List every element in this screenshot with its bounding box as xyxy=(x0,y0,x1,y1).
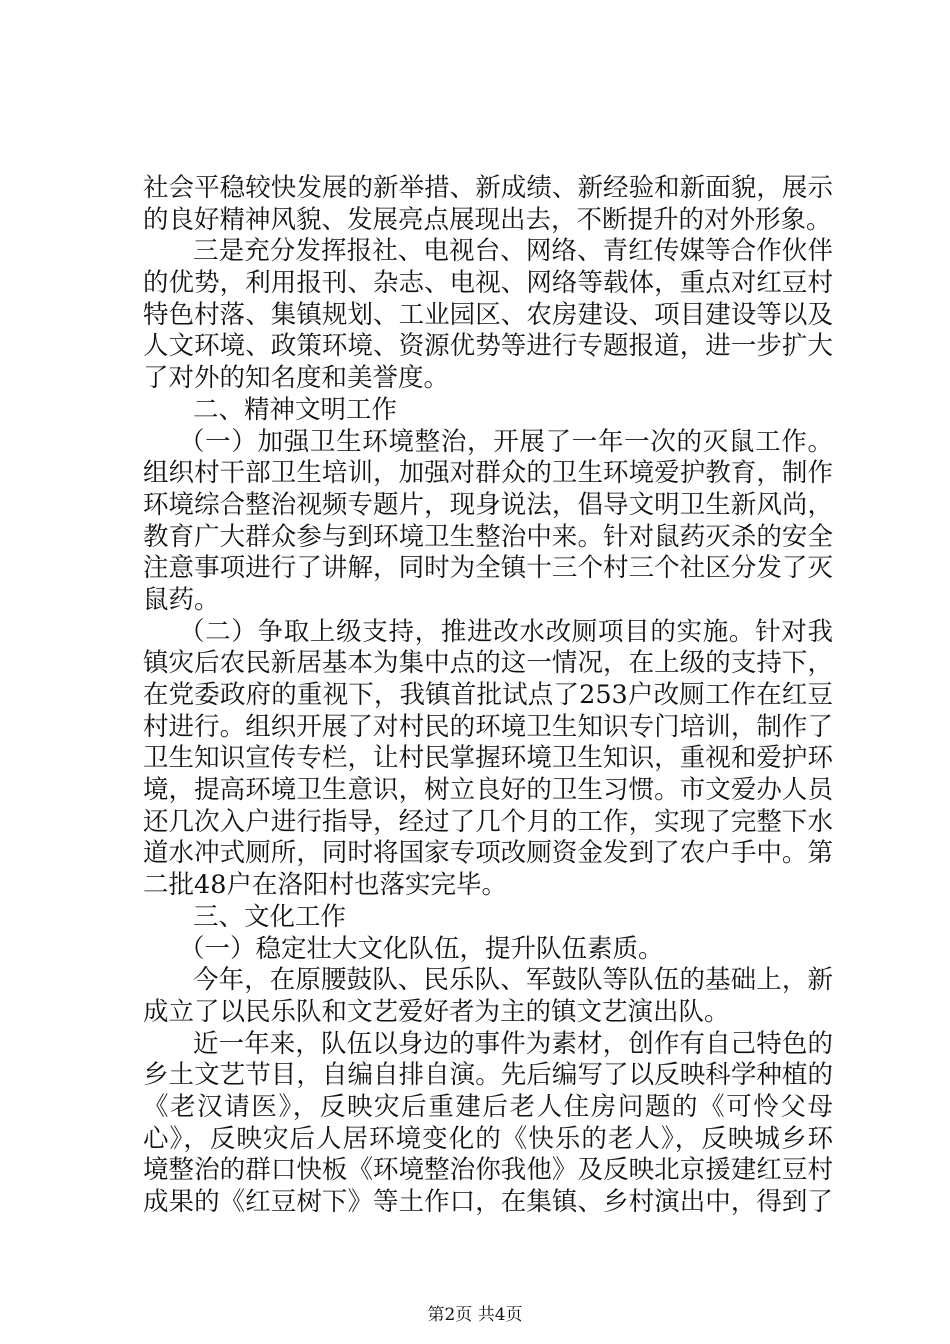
text-line: 注意事项进行了讲解，同时为全镇十三个村三个社区分发了灭 xyxy=(143,553,833,584)
text-line: 的良好精神风貌、发展亮点展现出去，不断提升的对外形象。 xyxy=(143,204,832,235)
page-number-footer: 第2页 共4页 xyxy=(427,1305,523,1325)
text-line: 《老汉请医》，反映灾后重建后老人住房问题的《可怜父母 xyxy=(143,1091,833,1122)
text-line: 道水冲式厕所，同时将国家专项改厕资金发到了农户手中。第 xyxy=(143,838,833,869)
text-line: 了对外的知名度和美誉度。 xyxy=(143,363,450,394)
text-line: 组织村干部卫生培训，加强对群众的卫生环境爱护教育，制作 xyxy=(143,458,833,489)
text-line: 的优势，利用报刊、杂志、电视、网络等载体，重点对红豆村 xyxy=(143,268,833,299)
section-heading: 三、文化工作 xyxy=(193,901,347,932)
subsection-heading: （一）稳定壮大文化队伍，提升队伍素质。 xyxy=(179,933,664,964)
text-line: 境，提高环境卫生意识，树立良好的卫生习惯。市文爱办人员 xyxy=(143,775,833,806)
text-line: 村进行。组织开展了对村民的环境卫生知识专门培训，制作了 xyxy=(143,711,833,742)
text-line: 卫生知识宣传专栏，让村民掌握环境卫生知识，重视和爱护环 xyxy=(143,743,833,774)
text-line: 教育广大群众参与到环境卫生整治中来。针对鼠药灭杀的安全 xyxy=(143,521,833,552)
text-line: （二）争取上级支持，推进改水改厕项目的实施。针对我 xyxy=(179,616,833,647)
text-line: 镇灾后农民新居基本为集中点的这一情况，在上级的支持下， xyxy=(143,648,833,679)
document-body xyxy=(143,173,833,1219)
text-line: 还几次入户进行指导，经过了几个月的工作，实现了完整下水 xyxy=(143,806,833,837)
text-line: 近一年来，队伍以身边的事件为素材，创作有自己特色的 xyxy=(193,1028,833,1059)
text-line: 二批48户在洛阳村也落实完毕。 xyxy=(143,870,507,901)
text-line: （一）加强卫生环境整治，开展了一年一次的灭鼠工作。 xyxy=(179,426,833,457)
text-line: 今年，在原腰鼓队、民乐队、军鼓队等队伍的基础上，新 xyxy=(193,965,833,996)
text-line: 心》，反映灾后人居环境变化的《快乐的老人》，反映城乡环 xyxy=(143,1123,833,1154)
text-line: 社会平稳较快发展的新举措、新成绩、新经验和新面貌，展示 xyxy=(143,173,833,203)
text-line: 成果的《红豆树下》等土作口，在集镇、乡村演出中，得到了 xyxy=(143,1187,833,1217)
text-line: 三是充分发挥报社、电视台、网络、青红传媒等合作伙伴 xyxy=(193,236,833,267)
text-line: 成立了以民乐队和文艺爱好者为主的镇文艺演出队。 xyxy=(143,996,730,1027)
text-line: 在党委政府的重视下，我镇首批试点了253户改厕工作在红豆 xyxy=(143,680,833,710)
text-line: 境整治的群口快板《环境整治你我他》及反映北京援建红豆村 xyxy=(143,1155,833,1186)
text-line: 鼠药。 xyxy=(143,584,220,615)
section-heading: 二、精神文明工作 xyxy=(193,394,398,425)
text-line: 乡土文艺节目，自编自排自演。先后编写了以反映科学种植的 xyxy=(143,1060,833,1091)
text-line: 人文环境、政策环境、资源优势等进行专题报道，进一步扩大 xyxy=(143,331,833,362)
text-line: 特色村落、集镇规划、工业园区、农房建设、项目建设等以及 xyxy=(143,299,833,330)
text-line: 环境综合整治视频专题片，现身说法，倡导文明卫生新风尚， xyxy=(143,489,833,520)
